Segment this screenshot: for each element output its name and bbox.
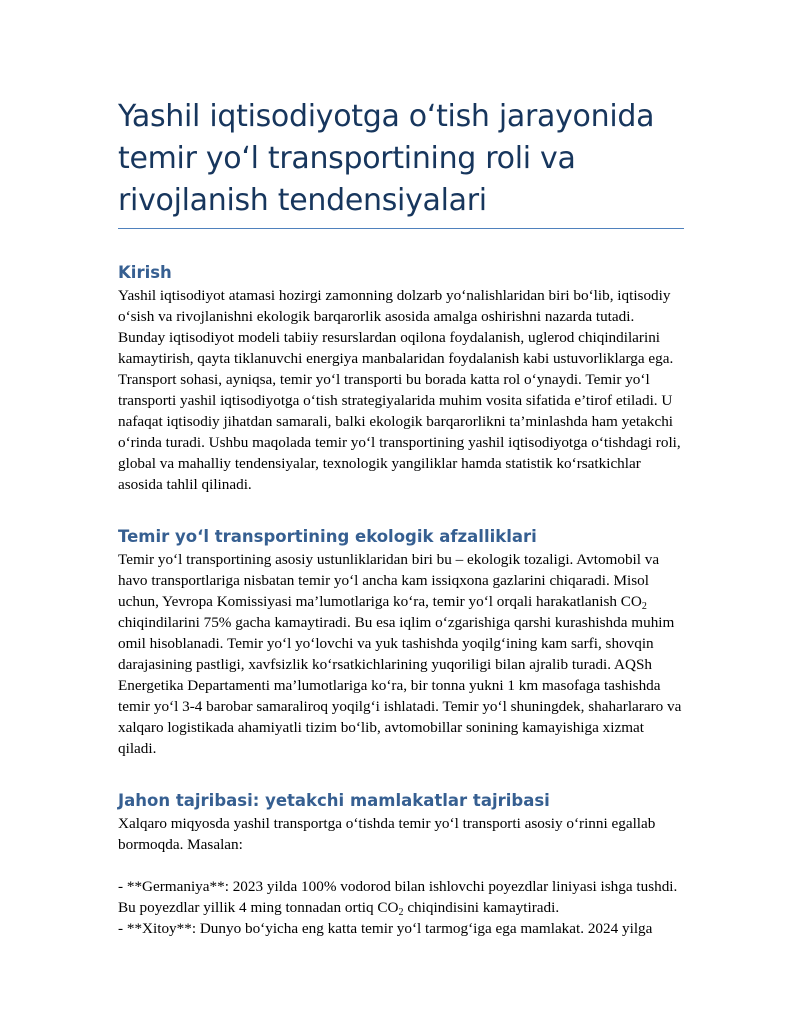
section-intro: Xalqaro miqyosda yashil transportga o‘tishda temir yo‘l transporti asosiy o‘rinni egallab bormoqda. Masalan: xyxy=(118,815,656,853)
section-ecological-advantages xyxy=(118,527,684,759)
section-paragraph: Yashil iqtisodiyot atamasi hozirgi zamonning dolzarb yo‘nalishlaridan biri bo‘lib, iqtisodiy o‘sish va rivojlanishni ekologik barqarorlik asosida amalga oshirishni nazarda tutadi. Bunday iqtisodiyot modeli tabiiy resurslardan oqilona foydalanish, uglerod chiqindilarini kamaytirish, qayta tiklanuvchi energiya manbalaridan foydalanish kabi ustuvorliklarga ega. Transport sohasi, ayniqsa, temir yo‘l transporti bu borada katta rol o‘ynaydi. Temir yo‘l transporti yashil iqtisodiyotga o‘tish strategiyalarida muhim vosita sifatida e’tirof etiladi. U nafaqat iqtisodiy jihatdan samarali, balki ekologik barqarorlikni ta’minlashda ham yetakchi o‘rinda turadi. Ushbu maqolada temir yo‘l transportining yashil iqtisodiyotga o‘tishdagi roli, global va mahalliy tendensiyalar, texnologik yangiliklar hamda statistik ko‘rsatkichlar asosida tahlil qilinadi. xyxy=(118,287,681,493)
subscript: 2 xyxy=(398,907,404,918)
document-title: Yashil iqtisodiyotga o‘tish jarayonida temir yo‘l transportining roli va rivojlanish tendensiyalari xyxy=(118,99,655,218)
list-item-text: - **Germaniya**: 2023 yilda 100% vodorod bilan ishlovchi poyezdlar liniyasi ishga tushdi. Bu poyezdlar yillik 4 ming tonnadan ortiq CO xyxy=(118,878,678,916)
paragraph-text: chiqindilarini 75% gacha kamaytiradi. Bu esa iqlim o‘zgarishiga qarshi kurashishda muhim omil hisoblanadi. Temir yo‘l yo‘lovchi va yuk tashishda yoqilg‘ining kam sarfi, shovqin darajasining pastligi, xavfsizlik ko‘rsatkichlarining yuqoriligi bilan ajralib turadi. AQSh Energetika Departamenti ma’lumotlariga ko‘ra, bir tonna yukni 1 km masofaga tashishda temir yo‘l 3-4 barobar samaraliroq yoqilg‘i ishlatadi. Temir yo‘l shuningdek, shaharlararo va xalqaro logistikada ahamiyatli tizim bo‘lib, avtomobillar sonining kamayishiga xizmat qiladi. xyxy=(118,614,682,757)
section-heading: Jahon tajribasi: yetakchi mamlakatlar tajribasi xyxy=(118,791,550,810)
list-item-china: - **Xitoy**: Dunyo bo‘yicha eng katta temir yo‘l tarmog‘iga ega mamlakat. 2024 yilga xyxy=(118,920,653,937)
section-world-experience xyxy=(118,791,684,939)
section-kirish xyxy=(118,263,684,495)
title-underline xyxy=(118,228,684,229)
section-heading: Temir yo‘l transportining ekologik afzalliklari xyxy=(118,527,537,546)
section-heading: Kirish xyxy=(118,263,172,282)
document-page xyxy=(118,96,684,939)
subscript: 2 xyxy=(641,601,647,612)
section-paragraph xyxy=(118,549,684,759)
list-item-text: chiqindisini kamaytiradi. xyxy=(403,899,560,916)
paragraph-text: Temir yo‘l transportining asosiy ustunliklaridan biri bu – ekologik tozaligi. Avtomobil va havo transportlariga nisbatan temir yo‘l ancha kam issiqxona gazlarini chiqaradi. Misol uchun, Yevropa Komissiyasi ma’lumotlariga ko‘ra, temir yo‘l orqali harakatlanish CO xyxy=(118,551,660,610)
list-item-germany xyxy=(118,876,684,918)
